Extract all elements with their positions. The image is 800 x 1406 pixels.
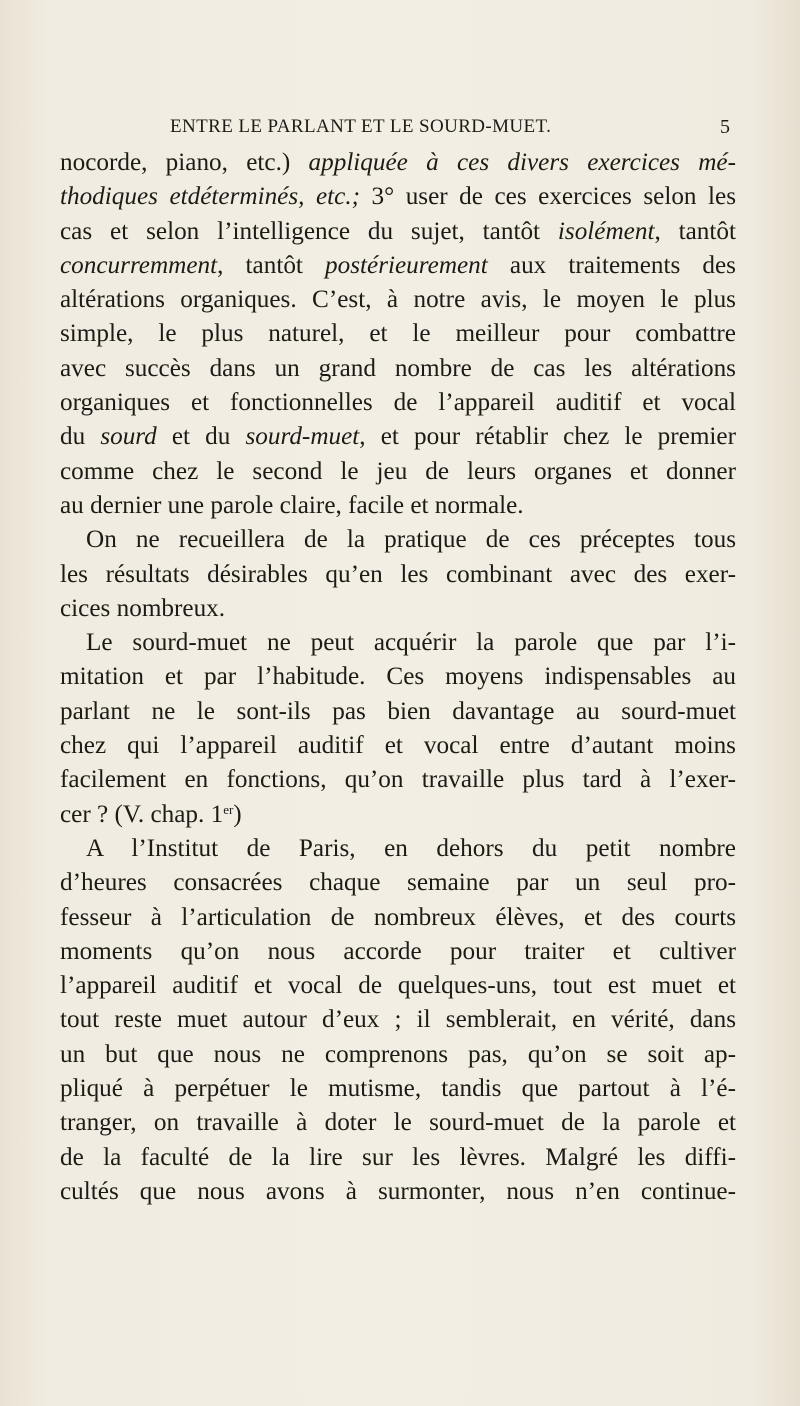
text-segment: de la faculté de la lire sur les lèvres. Malgré les diffi-	[60, 1143, 736, 1171]
text-segment: du	[60, 423, 101, 451]
text-line	[60, 1106, 736, 1140]
text-line	[60, 592, 736, 626]
text-line	[60, 317, 736, 351]
text-segment: A l’Institut de Paris, en dehors du petit nombre	[86, 834, 736, 862]
text-line	[60, 249, 736, 283]
italic-text: postérieurement	[325, 251, 488, 279]
text-segment: comme chez le second le jeu de leurs organes et donner	[60, 457, 736, 485]
text-segment: un but que nous ne comprenons pas, qu’on se soit ap-	[60, 1040, 736, 1068]
text-segment: avec succès dans un grand nombre de cas les altérations	[60, 354, 736, 382]
text-segment: cultés que nous avons à surmonter, nous n’en continue-	[60, 1177, 736, 1205]
text-segment: Le sourd-muet ne peut acquérir la parole que par l’i-	[86, 629, 736, 657]
text-line	[60, 832, 736, 866]
text-segment: )	[233, 800, 242, 828]
text-segment: parlant ne le sont-ils pas bien davantage au sourd-muet	[60, 697, 736, 725]
text-segment: tout reste muet autour d’eux ; il semblerait, en vérité, dans	[60, 1006, 736, 1034]
text-line	[60, 523, 736, 557]
text-segment: simple, le plus naturel, et le meilleur pour combattre	[60, 320, 736, 348]
text-line	[60, 798, 736, 832]
text-line	[60, 1175, 736, 1209]
text-segment: les résultats désirables qu’en les combinant avec des exer-	[60, 560, 736, 588]
text-line	[60, 1003, 736, 1037]
italic-text: sourd-muet	[245, 423, 360, 451]
text-segment: d’heures consacrées chaque semaine par un seul pro-	[60, 869, 736, 897]
text-segment: cices nombreux.	[60, 594, 226, 622]
text-line	[60, 695, 736, 729]
text-line	[60, 626, 736, 660]
text-line	[60, 180, 736, 214]
text-segment: chez qui l’appareil auditif et vocal entre d’autant moins	[60, 732, 736, 760]
text-segment: au dernier une parole claire, facile et normale.	[60, 491, 524, 519]
italic-text: appliquée à ces divers exercices mé-	[308, 149, 737, 176]
text-segment: organiques et fonctionnelles de l’appareil auditif et vocal	[60, 389, 736, 417]
text-segment: 3° user de ces exercices selon les	[360, 183, 737, 211]
text-line	[60, 1141, 736, 1175]
page-number: 5	[720, 116, 730, 138]
text-segment: , tantôt	[654, 217, 736, 245]
text-segment: fesseur à l’articulation de nombreux élèves, et des courts	[60, 903, 736, 931]
text-line	[60, 489, 736, 523]
text-line	[60, 1038, 736, 1072]
text-line	[60, 146, 736, 180]
text-line	[60, 660, 736, 694]
text-line	[60, 763, 736, 797]
text-segment: cer ? (V. chap. 1	[60, 800, 224, 828]
italic-text: sourd	[100, 423, 157, 451]
text-segment: cas et selon l’intelligence du sujet, tantôt	[60, 217, 558, 245]
text-segment: nocorde, piano, etc.)	[60, 149, 309, 176]
text-line	[60, 729, 736, 763]
superscript-text: er	[223, 801, 234, 817]
text-line	[60, 455, 736, 489]
italic-text: isolément	[557, 217, 655, 245]
italic-text: thodiques etdéterminés, etc.;	[60, 183, 361, 211]
text-segment: mitation et par l’habitude. Ces moyens indispensables au	[60, 663, 736, 691]
text-line	[60, 935, 736, 969]
text-segment: , tantôt	[217, 251, 326, 279]
text-segment: pliqué à perpétuer le mutisme, tandis que partout à l’é-	[60, 1075, 736, 1103]
text-line	[60, 283, 736, 317]
text-segment: altérations organiques. C’est, à notre avis, le moyen le plus	[60, 286, 736, 314]
running-head: ENTRE LE PARLANT ET LE SOURD-MUET.	[170, 116, 552, 137]
text-line	[60, 352, 736, 386]
text-line	[60, 1072, 736, 1106]
text-line	[60, 901, 736, 935]
text-segment: l’appareil auditif et vocal de quelques-uns, tout est muet et	[60, 972, 736, 1000]
page-header	[60, 116, 736, 148]
text-segment: tranger, on travaille à doter le sourd-muet de la parole et	[60, 1109, 736, 1137]
text-line	[60, 969, 736, 1003]
text-segment: facilement en fonctions, qu’on travaille plus tard à l’exer-	[60, 766, 736, 794]
body-text	[60, 146, 736, 1209]
text-segment: moments qu’on nous accorde pour traiter et cultiver	[60, 937, 736, 965]
text-segment: , et pour rétablir chez le premier	[359, 423, 736, 451]
text-segment: et du	[156, 423, 246, 451]
italic-text: concurremment	[60, 251, 218, 279]
text-line	[60, 215, 736, 249]
text-line	[60, 420, 736, 454]
text-line	[60, 558, 736, 592]
text-line	[60, 866, 736, 900]
text-line	[60, 386, 736, 420]
text-segment: aux traitements des	[487, 251, 736, 279]
text-segment: On ne recueillera de la pratique de ces préceptes tous	[86, 526, 736, 554]
